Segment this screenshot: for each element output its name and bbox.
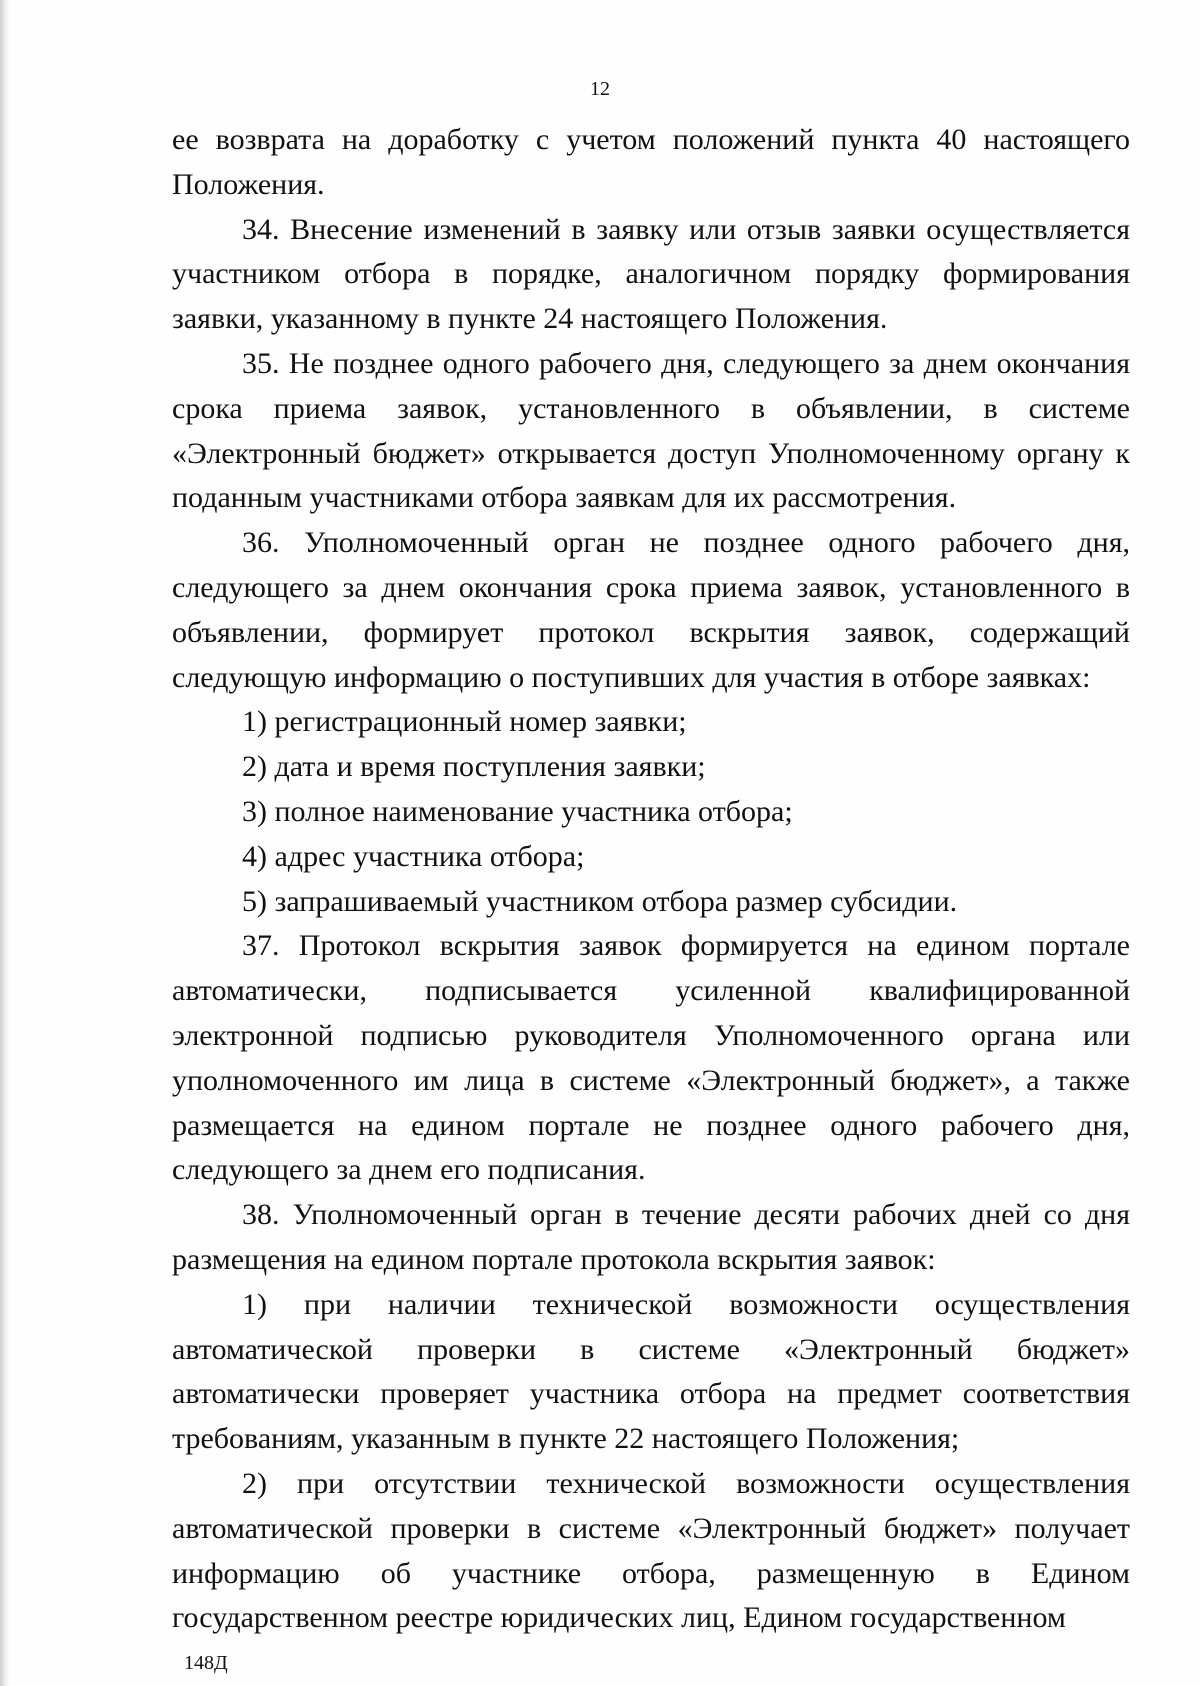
scan-edge: [0, 0, 10, 1686]
document-body: [172, 118, 1130, 1641]
list-item-36-1: 1) регистрационный номер заявки;: [242, 705, 687, 739]
paragraph-37: 37. Протокол вскрытия заявок формируется на едином портале автоматически, подписывается усиленной квалифицированной электронной подписью руководителя Уполномоченного органа или уполномоченного им лица в системе «Электронный бюджет», а также размещается на едином портале не позднее одного рабочего дня, следующего за днем его подписания.: [172, 929, 1130, 1187]
paragraph-continuation: ее возврата на доработку с учетом положений пункта 40 настоящего Положения.: [172, 123, 1130, 201]
footer-code: 148Д: [184, 1652, 228, 1674]
list-item-38-2: 2) при отсутствии технической возможности осуществления автоматической проверки в системе «Электронный бюджет» получает информацию об участнике отбора, размещенную в Едином государственном реестре юридических лиц, Едином государственном: [172, 1466, 1130, 1635]
list-item-36-2: 2) дата и время поступления заявки;: [242, 750, 706, 784]
page-number: 12: [590, 78, 610, 100]
paragraph-35: 35. Не позднее одного рабочего дня, следующего за днем окончания срока приема заявок, установленного в объявлении, в системе «Электронный бюджет» открывается доступ Уполномоченному органу к поданным участниками отбора заявкам для их рассмотрения.: [172, 346, 1130, 515]
list-item-38-1: 1) при наличии технической возможности осуществления автоматической проверки в системе «Электронный бюджет» автоматически проверяет участника отбора на предмет соответствия требованиям, указанным в пункте 22 настоящего Положения;: [172, 1287, 1130, 1456]
paragraph-36: 36. Уполномоченный орган не позднее одного рабочего дня, следующего за днем окончания срока приема заявок, установленного в объявлении, формирует протокол вскрытия заявок, содержащий следующую информацию о поступивших для участия в отборе заявках:: [172, 526, 1130, 694]
list-item-36-5: 5) запрашиваемый участником отбора размер субсидии.: [242, 884, 958, 918]
paragraph-38: 38. Уполномоченный орган в течение десяти рабочих дней со дня размещения на едином портале протокола вскрытия заявок:: [172, 1198, 1130, 1276]
list-item-36-3: 3) полное наименование участника отбора;: [242, 794, 793, 828]
list-item-36-4: 4) адрес участника отбора;: [242, 839, 585, 873]
paragraph-34: 34. Внесение изменений в заявку или отзыв заявки осуществляется участником отбора в порядке, аналогичном порядку формирования заявки, указанному в пункте 24 настоящего Положения.: [172, 212, 1130, 336]
